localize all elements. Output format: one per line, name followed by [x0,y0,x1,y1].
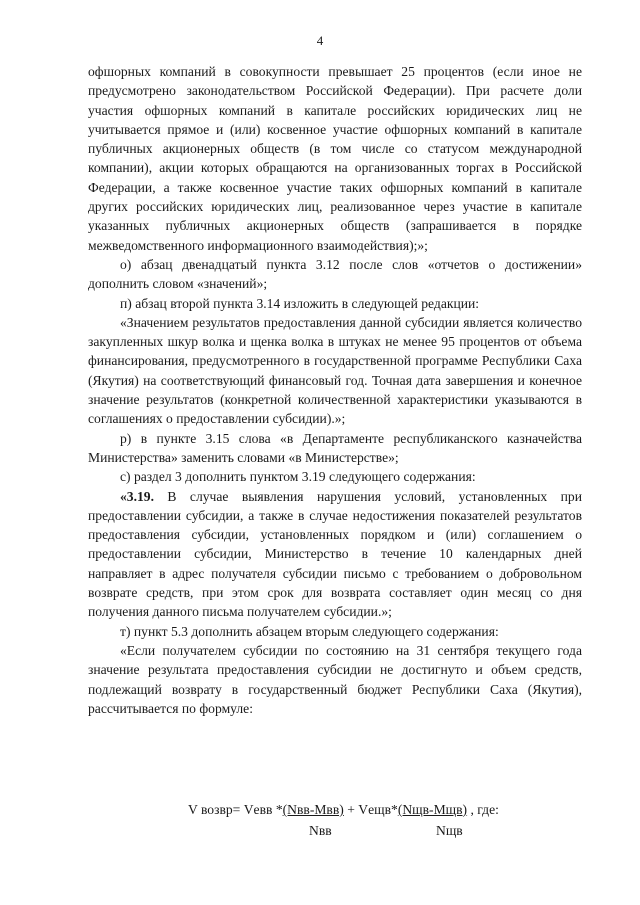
paragraph-item-s: с) раздел 3 дополнить пунктом 3.19 следующего содержания: [120,469,476,485]
formula-plus: + Vещв* [343,802,398,817]
clause-number: «3.19. [120,488,154,504]
formula-denominator-1: Nвв [309,823,332,838]
page-number: 4 [316,33,324,48]
paragraph-item-o: о) абзац двенадцатый пункта 3.12 после слов «отчетов о достижении» дополнить словом «значений»; [88,256,582,292]
paragraph-quote-3-14: «Значением результатов предоставления данной субсидии является количество закупленных шкур волка и щенка волка в штуках не менее 95 процентов от объема финансирования, предусмотренного в государственной программе Республики Саха (Якутия) на соответствующий финансовый год. Точная дата завершения и конечное значение результатов (конкретной количественной характеристики указываются в соглашениях о предоставлении субсидии).»; [88,314,582,427]
paragraph-quote-5-3: «Если получателем субсидии по состоянию на 31 сентября текущего года значение результата предоставления субсидии не достигнуто и объем средств, подлежащий возврату в государственный бюджет Республики Саха (Якутия), рассчитывается по формуле: [88,642,582,716]
paragraph-clause-3-19 [88,487,582,622]
document-body [88,62,582,718]
formula-numerator-2: (Nщв-Мщв) [397,802,468,817]
formula-numerator-row [188,800,499,819]
formula-denominator-2: Nщв [436,823,463,838]
paragraph-item-r: р) в пункте 3.15 слова «в Департаменте республиканского казначейства Министерства» заменить словами «в Министерстве»; [88,430,582,465]
formula-numerator-1: (Nвв-Мвв) [282,802,344,817]
formula-lhs: V возвр= Vевв * [188,802,283,817]
clause-text: В случае выявления нарушения условий, установленных при предоставлении субсидии, а также в случае недостижения показателей результатов предоставления субсидии, установленных порядком и (или) соглашением о предоставлении субсидии, Министерство в течение 10 календарных дней направляет в адрес получателя субсидии письмо с требованием о добровольном возврате средств, при этом срок для возврата составляет один месяц со дня получения данного письма получателем субсидии.»; [88,488,582,620]
paragraph-continuation: офшорных компаний в совокупности превышает 25 процентов (если иное не предусмотрено законодательством Российской Федерации). При расчете доли участия офшорных компаний в капитале российских юридических лиц не учитывается прямое и (или) косвенное участие офшорных компаний в капитале публичных акционерных обществ (в том числе со статусом международной компании), акции которых обращаются на организованных торгах в Российской Федерации, а также косвенное участие таких офшорных компаний в капитале других российских юридических лиц, реализованное через участие в капитале указанных публичных акционерных обществ (запрашивается в порядке межведомственного информационного взаимодействия);»; [88,64,582,253]
refund-formula [188,800,499,838]
formula-tail: , где: [467,802,499,817]
paragraph-item-p: п) абзац второй пункта 3.14 изложить в следующей редакции: [120,295,480,311]
paragraph-item-t: т) пункт 5.3 дополнить абзацем вторым следующего содержания: [120,623,499,639]
